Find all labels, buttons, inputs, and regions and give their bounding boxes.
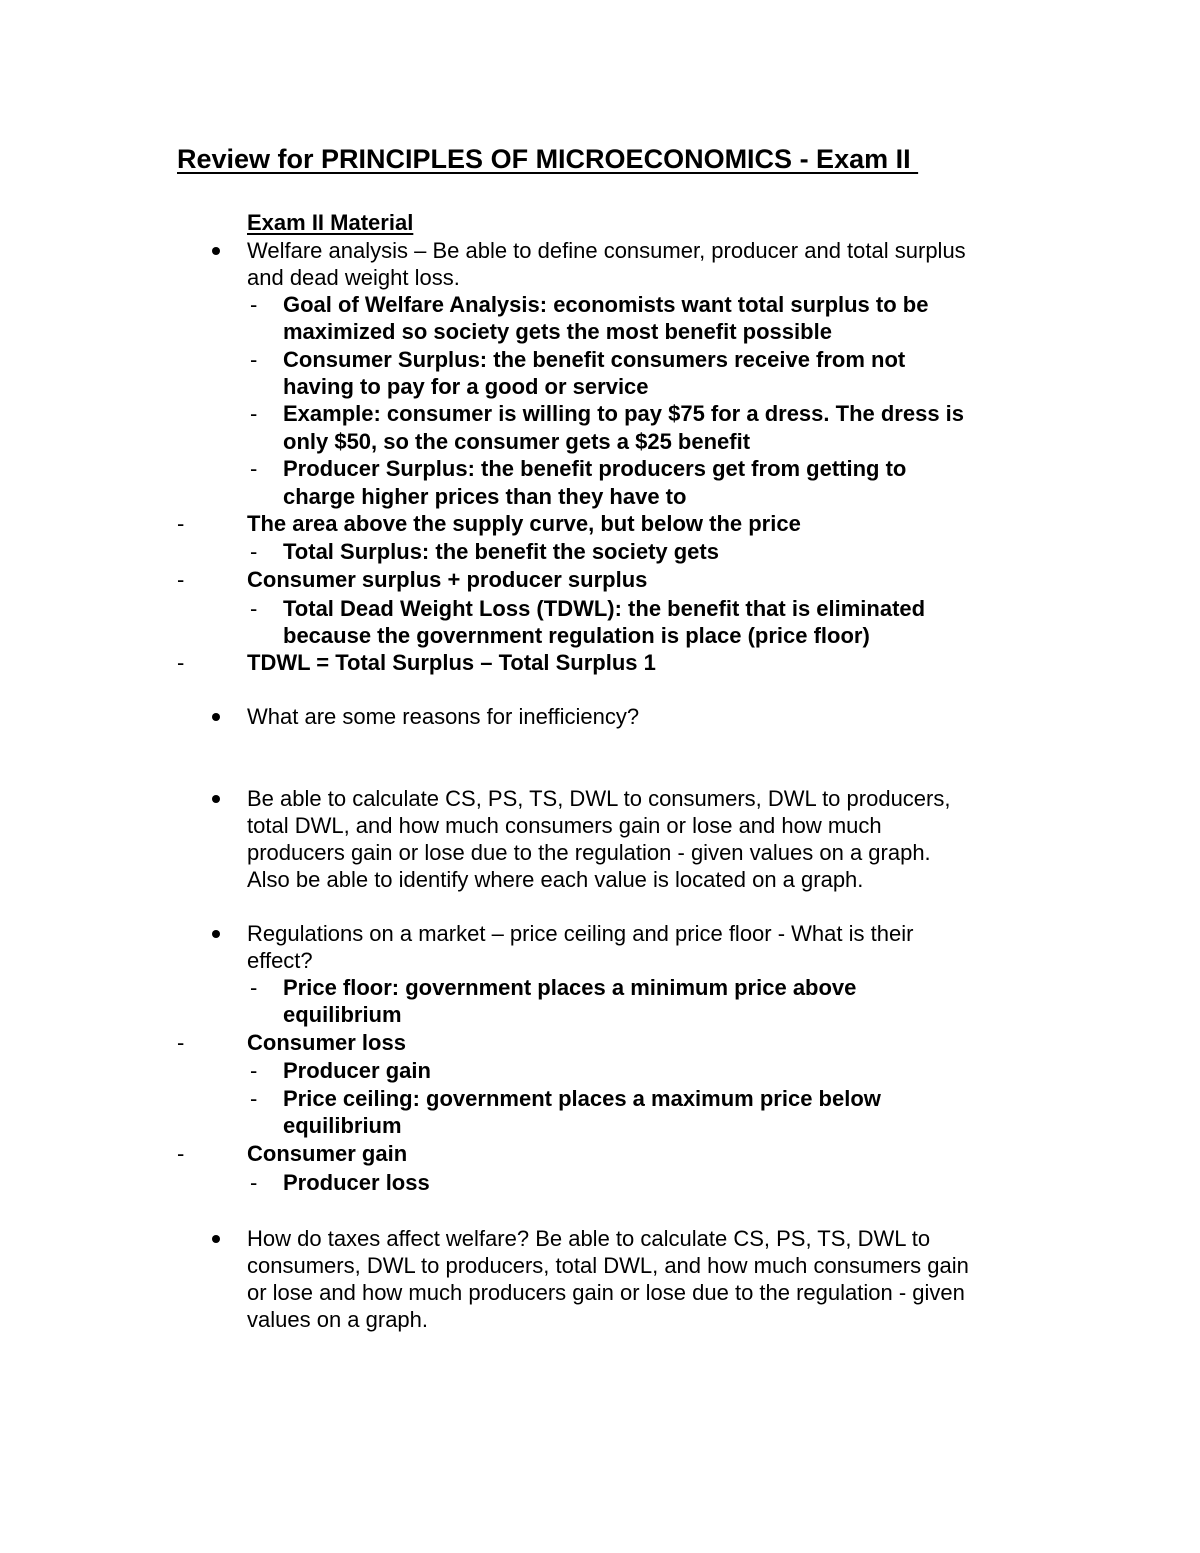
- sub-item-text: Price ceiling: government places a maximum price below: [283, 1086, 881, 1111]
- bullet-icon: [212, 1235, 220, 1243]
- bullet-text: What are some reasons for inefficiency?: [247, 704, 640, 729]
- dash-marker: -: [250, 347, 258, 372]
- bullet-text: values on a graph.: [247, 1307, 429, 1332]
- sub-item-text: Goal of Welfare Analysis: economists want total surplus to be: [283, 292, 929, 317]
- bullet-icon: [212, 713, 220, 721]
- sub-item-text: equilibrium: [283, 1002, 402, 1027]
- sub-item-text: Total Dead Weight Loss (TDWL): the benefit that is eliminated: [283, 596, 926, 621]
- outdent-item-text: The area above the supply curve, but below the price: [247, 511, 801, 536]
- dash-marker: -: [250, 1086, 258, 1111]
- dash-marker: -: [250, 975, 258, 1000]
- sub-item-text: equilibrium: [283, 1113, 402, 1138]
- bullet-text: consumers, DWL to producers, total DWL, and how much consumers gain: [247, 1253, 969, 1278]
- sub-item-text: maximized so society gets the most benefit possible: [283, 319, 832, 344]
- sub-item-text: having to pay for a good or service: [283, 374, 649, 399]
- bullet-text: producers gain or lose due to the regulation - given values on a graph.: [247, 840, 931, 865]
- sub-item-text: Price floor: government places a minimum price above: [283, 975, 857, 1000]
- bullet-text: Also be able to identify where each value is located on a graph.: [247, 867, 864, 892]
- bullet-text: Regulations on a market – price ceiling and price floor - What is their: [247, 921, 914, 946]
- sub-item-text: Producer gain: [283, 1058, 431, 1083]
- bullet-icon: [212, 795, 220, 803]
- bullet-text: effect?: [247, 948, 313, 973]
- dash-marker: -: [250, 539, 258, 564]
- dash-marker: -: [250, 1058, 258, 1083]
- bullet-text: How do taxes affect welfare? Be able to calculate CS, PS, TS, DWL to: [247, 1226, 931, 1251]
- dash-marker: -: [250, 401, 258, 426]
- sub-item-text: Consumer Surplus: the benefit consumers receive from not: [283, 347, 906, 372]
- dash-marker: -: [250, 1170, 258, 1195]
- dash-marker: -: [250, 456, 258, 481]
- outdent-item-text: Consumer gain: [247, 1141, 408, 1166]
- bullet-icon: [212, 247, 220, 255]
- outdent-item-text: Consumer surplus + producer surplus: [247, 567, 648, 592]
- sub-item-text: Total Surplus: the benefit the society gets: [283, 539, 719, 564]
- bullet-text: total DWL, and how much consumers gain or lose and how much: [247, 813, 882, 838]
- dash-marker: -: [250, 596, 258, 621]
- outdent-item-text: TDWL = Total Surplus – Total Surplus 1: [247, 650, 656, 675]
- sub-item-text: only $50, so the consumer gets a $25 benefit: [283, 429, 751, 454]
- outdent-item-text: Consumer loss: [247, 1030, 406, 1055]
- dash-marker: -: [177, 511, 185, 536]
- sub-item-text: because the government regulation is place (price floor): [283, 623, 870, 648]
- sub-item-text: Producer loss: [283, 1170, 430, 1195]
- dash-marker: -: [177, 567, 185, 592]
- bullet-icon: [212, 930, 220, 938]
- section-heading: Exam II Material: [247, 210, 414, 235]
- document-title: Review for PRINCIPLES OF MICROECONOMICS - Exam II: [177, 144, 919, 174]
- dash-marker: -: [250, 292, 258, 317]
- bullet-text: Be able to calculate CS, PS, TS, DWL to consumers, DWL to producers,: [247, 786, 951, 811]
- bullet-text: or lose and how much producers gain or lose due to the regulation - given: [247, 1280, 965, 1305]
- sub-item-text: Example: consumer is willing to pay $75 for a dress. The dress is: [283, 401, 965, 426]
- bullet-text: and dead weight loss.: [247, 265, 460, 290]
- sub-item-text: Producer Surplus: the benefit producers get from getting to: [283, 456, 907, 481]
- dash-marker: -: [177, 1030, 185, 1055]
- sub-item-text: charge higher prices than they have to: [283, 484, 687, 509]
- dash-marker: -: [177, 1141, 185, 1166]
- bullet-text: Welfare analysis – Be able to define consumer, producer and total surplus: [247, 238, 966, 263]
- dash-marker: -: [177, 650, 185, 675]
